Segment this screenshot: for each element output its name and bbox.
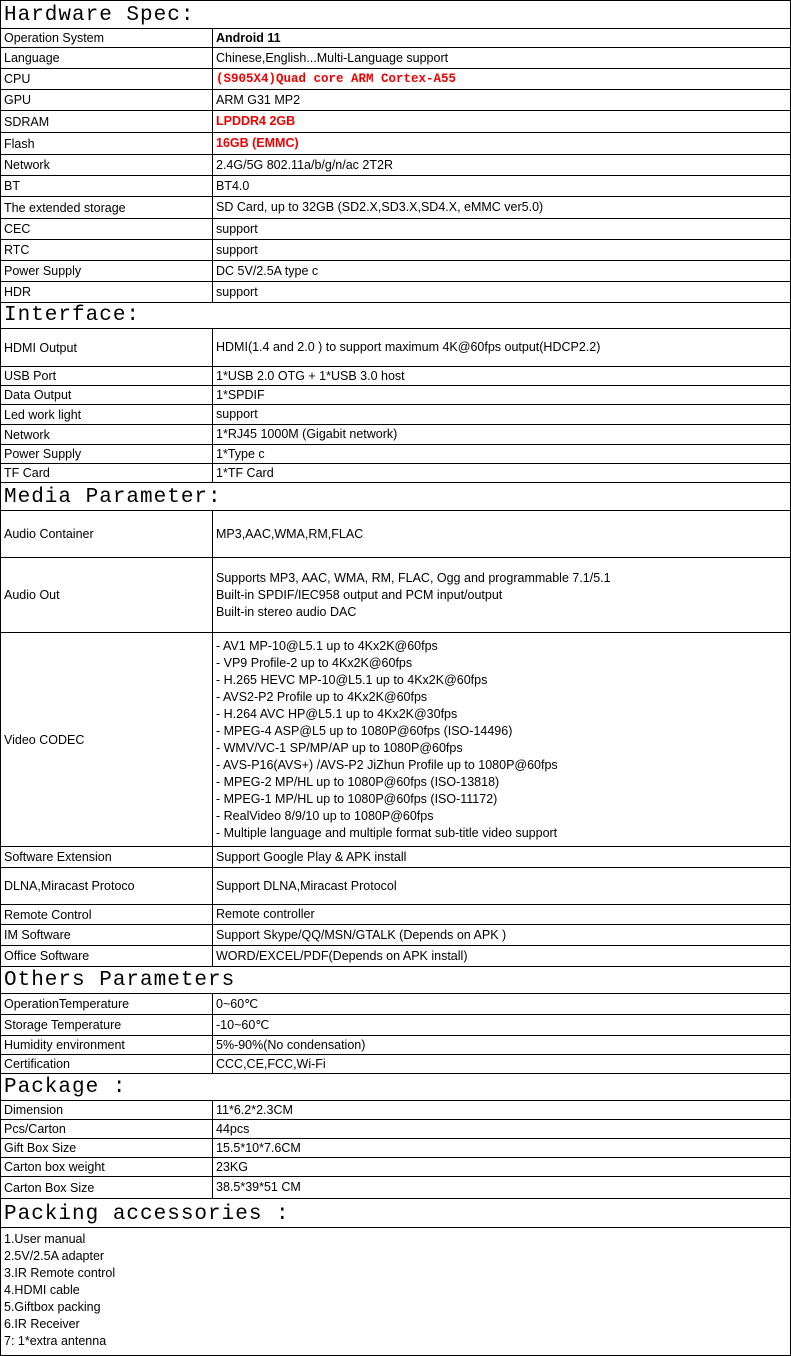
spec-row: [1, 905, 790, 925]
spec-row: [1, 29, 790, 48]
spec-value-line: Built-in SPDIF/IEC958 output and PCM input/output: [216, 587, 503, 602]
spec-value: [213, 994, 790, 1014]
spec-row: [1, 511, 790, 558]
spec-row: [1, 282, 790, 303]
spec-row: [1, 464, 790, 483]
spec-value-line: -10~60℃: [216, 1017, 270, 1032]
spec-value-line: Support DLNA,Miracast Protocol: [216, 878, 397, 893]
spec-label: Data Output: [1, 386, 213, 404]
spec-value: [213, 425, 790, 444]
spec-row: [1, 197, 790, 219]
spec-value: [213, 69, 790, 89]
accessory-item: 4.HDMI cable: [4, 1283, 80, 1297]
accessory-item: 6.IR Receiver: [4, 1317, 80, 1331]
spec-value-line: support: [216, 284, 258, 299]
spec-row: [1, 633, 790, 847]
spec-value-line: Supports MP3, AAC, WMA, RM, FLAC, Ogg and programmable 7.1/5.1: [216, 570, 611, 585]
spec-row: [1, 1036, 790, 1055]
spec-value: [213, 1055, 790, 1073]
accessory-item: 5.Giftbox packing: [4, 1300, 101, 1314]
accessory-item: 1.User manual: [4, 1232, 86, 1246]
spec-row: [1, 111, 790, 133]
spec-value-line: Android 11: [216, 30, 281, 45]
spec-value-line: 1*SPDIF: [216, 387, 265, 402]
spec-value: [213, 1158, 790, 1176]
spec-value: [213, 29, 790, 47]
spec-row: [1, 155, 790, 176]
spec-value-line: BT4.0: [216, 178, 250, 193]
spec-label: Storage Temperature: [1, 1015, 213, 1035]
spec-value: [213, 1036, 790, 1054]
spec-value: [213, 90, 790, 110]
spec-row: [1, 445, 790, 464]
accessories-list: [1, 1228, 790, 1356]
spec-row: [1, 48, 790, 69]
spec-value-line: - H.264 AVC HP@L5.1 up to 4Kx2K@30fps: [216, 706, 458, 721]
spec-value-line: DC 5V/2.5A type c: [216, 263, 319, 278]
spec-value-line: WORD/EXCEL/PDF(Depends on APK install): [216, 948, 468, 963]
spec-row: [1, 868, 790, 905]
spec-row: [1, 1177, 790, 1199]
spec-value: [213, 282, 790, 302]
spec-value-line: MP3,AAC,WMA,RM,FLAC: [216, 526, 364, 541]
spec-value: [213, 1101, 790, 1119]
section-title: Packing accessories :: [1, 1199, 790, 1228]
section-title: Media Parameter:: [1, 483, 790, 511]
section-title: Others Parameters: [1, 967, 790, 994]
spec-value-line: 44pcs: [216, 1121, 250, 1136]
spec-value-line: - RealVideo 8/9/10 up to 1080P@60fps: [216, 808, 434, 823]
spec-row: [1, 847, 790, 868]
spec-value-line: - WMV/VC-1 SP/MP/AP up to 1080P@60fps: [216, 740, 463, 755]
spec-label: GPU: [1, 90, 213, 110]
spec-row: [1, 1055, 790, 1074]
spec-value-line: - AV1 MP-10@L5.1 up to 4Kx2K@60fps: [216, 638, 438, 653]
spec-value-line: 1*TF Card: [216, 465, 274, 480]
spec-value: [213, 511, 790, 557]
spec-value: [213, 925, 790, 945]
spec-label: Power Supply: [1, 261, 213, 281]
spec-value: [213, 1015, 790, 1035]
spec-label: Audio Container: [1, 511, 213, 557]
spec-value-line: Support Skype/QQ/MSN/GTALK (Depends on APK ): [216, 927, 507, 942]
spec-label: Audio Out: [1, 558, 213, 632]
spec-value: [213, 558, 790, 632]
spec-label: Network: [1, 155, 213, 175]
spec-value-line: 11*6.2*2.3CM: [216, 1102, 293, 1117]
spec-label: Carton box weight: [1, 1158, 213, 1176]
spec-label: Flash: [1, 133, 213, 154]
spec-label: HDMI Output: [1, 329, 213, 366]
spec-row: [1, 176, 790, 197]
spec-value-line: - AVS-P16(AVS+) /AVS-P2 JiZhun Profile up to 1080P@60fps: [216, 757, 558, 772]
spec-value-line: LPDDR4 2GB: [216, 114, 296, 128]
section-title: Package :: [1, 1074, 790, 1101]
spec-value: [213, 405, 790, 424]
spec-row: [1, 261, 790, 282]
section-title: Hardware Spec:: [1, 1, 790, 29]
spec-row: [1, 329, 790, 367]
spec-row: [1, 994, 790, 1015]
spec-value-line: support: [216, 242, 258, 257]
spec-value-line: Support Google Play & APK install: [216, 849, 407, 864]
spec-value-line: 23KG: [216, 1159, 248, 1174]
spec-label: CEC: [1, 219, 213, 239]
accessory-item: 2.5V/2.5A adapter: [4, 1249, 105, 1263]
spec-row: [1, 133, 790, 155]
spec-value: [213, 946, 790, 966]
spec-value-line: 1*RJ45 1000M (Gigabit network): [216, 427, 398, 441]
spec-label: IM Software: [1, 925, 213, 945]
spec-value-line: 1*Type c: [216, 446, 265, 461]
spec-value: [213, 240, 790, 260]
spec-value: [213, 445, 790, 463]
spec-row: [1, 425, 790, 445]
spec-value: [213, 367, 790, 385]
spec-row: [1, 69, 790, 90]
spec-label: OperationTemperature: [1, 994, 213, 1014]
spec-value: [213, 329, 790, 366]
spec-row: [1, 367, 790, 386]
spec-value-line: Chinese,English...Multi-Language support: [216, 50, 449, 65]
spec-label: CPU: [1, 69, 213, 89]
spec-value-line: - AVS2-P2 Profile up to 4Kx2K@60fps: [216, 689, 428, 704]
spec-value: [213, 1120, 790, 1138]
spec-row: [1, 1015, 790, 1036]
spec-value-line: - MPEG-2 MP/HL up to 1080P@60fps (ISO-13818): [216, 774, 500, 789]
spec-label: DLNA,Miracast Protoco: [1, 868, 213, 904]
spec-row: [1, 386, 790, 405]
spec-row: [1, 90, 790, 111]
spec-value: [213, 1139, 790, 1157]
spec-value: [213, 905, 790, 924]
spec-value: [213, 155, 790, 175]
spec-label: SDRAM: [1, 111, 213, 132]
spec-value-line: ARM G31 MP2: [216, 92, 301, 107]
spec-value-line: (S905X4)Quad core ARM Cortex-A55: [216, 71, 457, 86]
spec-row: [1, 240, 790, 261]
spec-row: [1, 1101, 790, 1120]
spec-value: [213, 176, 790, 196]
spec-value-line: 15.5*10*7.6CM: [216, 1140, 301, 1155]
spec-value-line: SD Card, up to 32GB (SD2.X,SD3.X,SD4.X, eMMC ver5.0): [216, 200, 544, 214]
spec-value-line: 16GB (EMMC): [216, 136, 299, 150]
spec-value: [213, 111, 790, 132]
spec-label: Remote Control: [1, 905, 213, 924]
accessory-item: 3.IR Remote control: [4, 1266, 116, 1280]
spec-value-line: HDMI(1.4 and 2.0 ) to support maximum 4K@60fps output(HDCP2.2): [216, 340, 601, 354]
spec-value: [213, 133, 790, 154]
spec-value: [213, 48, 790, 68]
spec-value-line: Built-in stereo audio DAC: [216, 604, 357, 619]
spec-value-line: Remote controller: [216, 907, 315, 921]
spec-label: Operation System: [1, 29, 213, 47]
spec-value-line: 1*USB 2.0 OTG + 1*USB 3.0 host: [216, 368, 405, 383]
spec-value-line: 5%-90%(No condensation): [216, 1037, 366, 1052]
spec-label: Office Software: [1, 946, 213, 966]
spec-value: [213, 197, 790, 218]
spec-value-line: support: [216, 221, 258, 236]
spec-label: Carton Box Size: [1, 1177, 213, 1198]
spec-label: Humidity environment: [1, 1036, 213, 1054]
spec-row: [1, 405, 790, 425]
spec-label: BT: [1, 176, 213, 196]
spec-value-line: - MPEG-4 ASP@L5 up to 1080P@60fps (ISO-14496): [216, 723, 513, 738]
spec-value-line: - Multiple language and multiple format sub-title video support: [216, 825, 558, 840]
spec-label: Gift Box Size: [1, 1139, 213, 1157]
section-title: Interface:: [1, 303, 790, 329]
spec-label: HDR: [1, 282, 213, 302]
spec-value-line: 0~60℃: [216, 996, 259, 1011]
spec-value-line: - VP9 Profile-2 up to 4Kx2K@60fps: [216, 655, 413, 670]
spec-label: Led work light: [1, 405, 213, 424]
spec-row: [1, 558, 790, 633]
spec-value: [213, 1177, 790, 1198]
spec-value: [213, 633, 790, 846]
spec-row: [1, 1139, 790, 1158]
spec-label: The extended storage: [1, 197, 213, 218]
spec-value: [213, 261, 790, 281]
spec-label: Video CODEC: [1, 633, 213, 846]
spec-row: [1, 1158, 790, 1177]
spec-value: [213, 386, 790, 404]
spec-label: RTC: [1, 240, 213, 260]
spec-value: [213, 868, 790, 904]
spec-value: [213, 847, 790, 867]
spec-value-line: - H.265 HEVC MP-10@L5.1 up to 4Kx2K@60fps: [216, 672, 488, 687]
spec-label: Software Extension: [1, 847, 213, 867]
spec-row: [1, 1120, 790, 1139]
spec-label: TF Card: [1, 464, 213, 482]
spec-label: Dimension: [1, 1101, 213, 1119]
spec-value: [213, 464, 790, 482]
spec-label: Certification: [1, 1055, 213, 1073]
spec-row: [1, 946, 790, 967]
spec-value-line: 2.4G/5G 802.11a/b/g/n/ac 2T2R: [216, 157, 393, 172]
spec-value-line: - MPEG-1 MP/HL up to 1080P@60fps (ISO-11172): [216, 791, 498, 806]
spec-value-line: support: [216, 407, 258, 421]
accessory-item: 7: 1*extra antenna: [4, 1334, 107, 1348]
spec-label: Pcs/Carton: [1, 1120, 213, 1138]
spec-label: Language: [1, 48, 213, 68]
spec-value-line: 38.5*39*51 CM: [216, 1180, 301, 1194]
spec-value: [213, 219, 790, 239]
spec-value-line: CCC,CE,FCC,Wi-Fi: [216, 1056, 326, 1071]
spec-label: Network: [1, 425, 213, 444]
spec-row: [1, 219, 790, 240]
spec-row: [1, 925, 790, 946]
spec-label: Power Supply: [1, 445, 213, 463]
spec-label: USB Port: [1, 367, 213, 385]
